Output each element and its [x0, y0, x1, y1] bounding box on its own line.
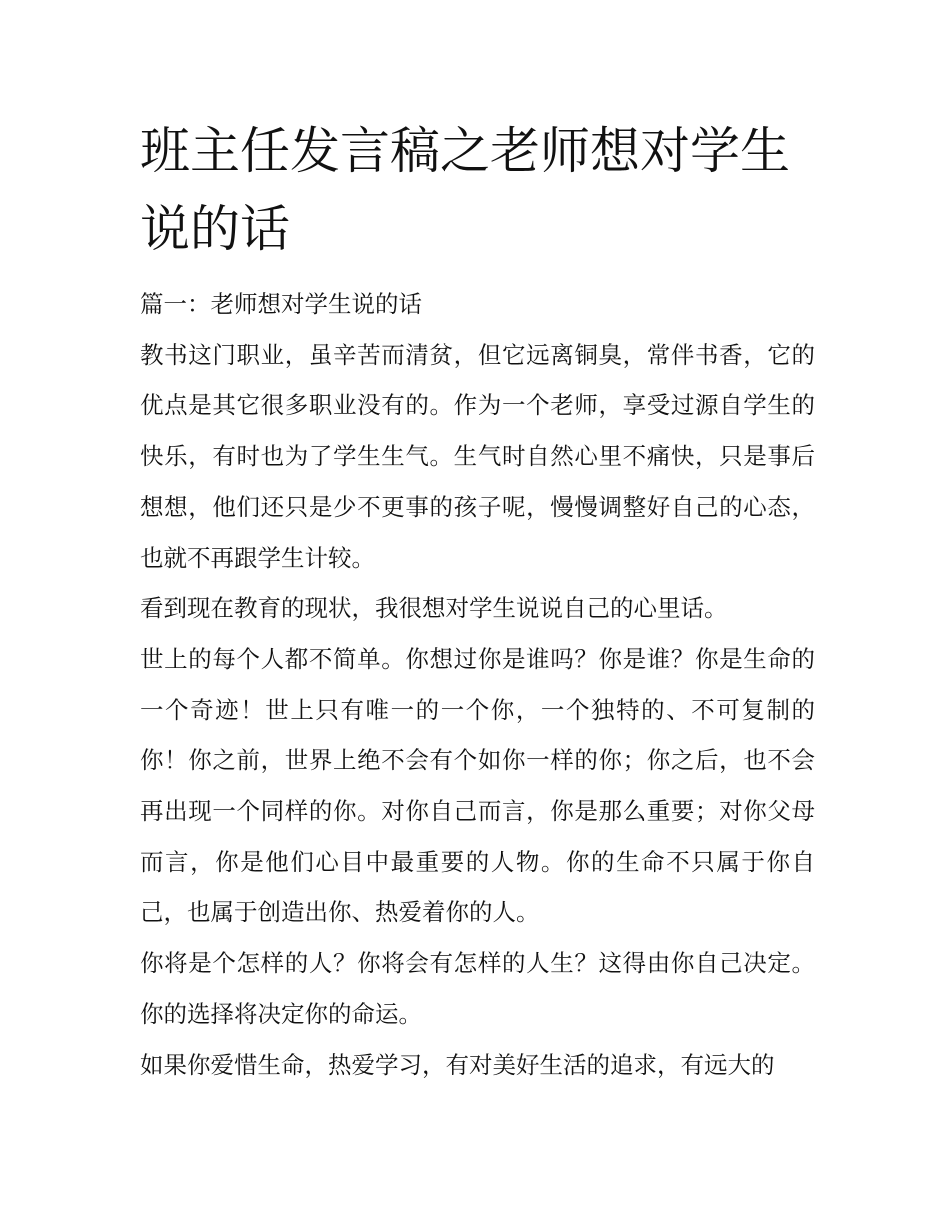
- section-heading: 篇一：老师想对学生说的话: [140, 290, 422, 318]
- document-body: [140, 279, 815, 1090]
- body-paragraph: 你将是个怎样的人？你将会有怎样的人生？这得由你自己决定。你的选择将决定你的命运。: [140, 949, 815, 1028]
- body-paragraph: 如果你爱惜生命，热爱学习，有对美好生活的追求，有远大的: [140, 1050, 775, 1079]
- document-title: 班主任发言稿之老师想对学生说的话: [140, 122, 790, 258]
- body-paragraph: 教书这门职业，虽辛苦而清贫，但它远离铜臭，常伴书香，它的优点是其它很多职业没有的。作为一个老师，享受过源自学生的快乐，有时也为了学生生气。生气时自然心里不痛快，只是事后想想，他们还只是少不更事的孩子呢，慢慢调整好自己的心态，也就不再跟学生计较。: [140, 340, 815, 572]
- body-paragraph: 看到现在教育的现状，我很想对学生说说自己的心里话。: [140, 594, 728, 623]
- body-paragraph: 世上的每个人都不简单。你想过你是谁吗？你是谁？你是生命的一个奇迹！世上只有唯一的一个你，一个独特的、不可复制的你！你之前，世界上绝不会有个如你一样的你；你之后，也不会再出现一个同样的你。对你自己而言，你是那么重要；对你父母而言，你是他们心目中最重要的人物。你的生命不只属于你自己，也属于创造出你、热爱着你的人。: [140, 644, 815, 927]
